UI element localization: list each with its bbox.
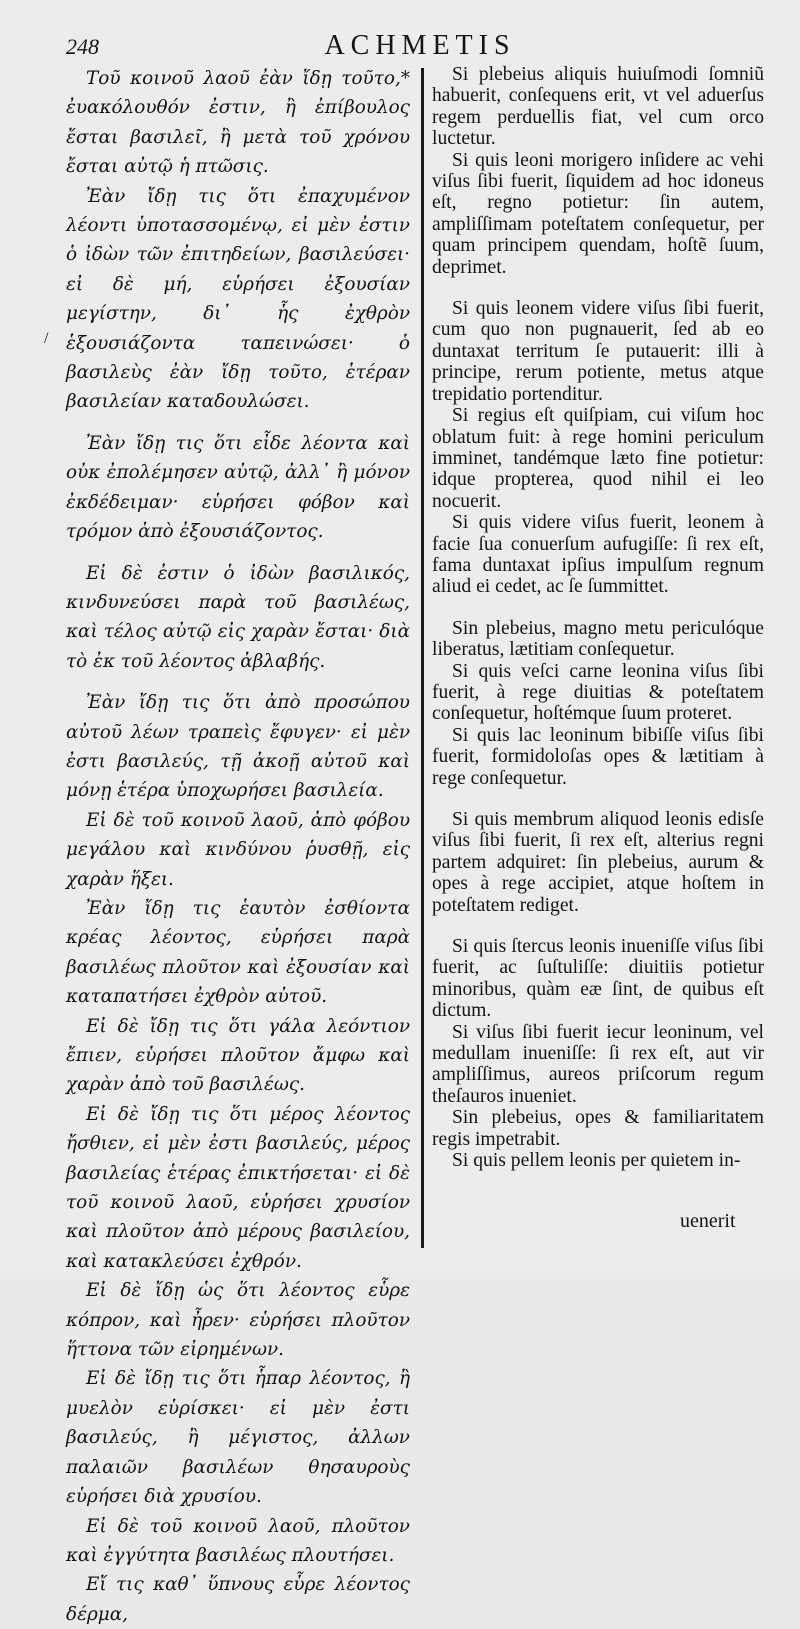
- greek-paragraph: Τοῦ κοινοῦ λαοῦ ἐὰν ἴδῃ τοῦτο,* ἐυακόλουθόν ἐστιν, ἢ ἐπίβουλος ἔσται βασιλεῖ, ἢ μετὰ τοῦ χρόνου ἔσται αὐτῷ ἡ πτῶσις.: [66, 68, 410, 178]
- greek-paragraph: Εἰ δὲ ἴδῃ τις ὅτι γάλα λεόντιον ἔπιεν, εὑρήσει πλοῦτον ἄμφω καὶ χαρὰν ἀπὸ τοῦ βασιλέως.: [66, 1015, 410, 1096]
- catchword: uenerit: [680, 1210, 736, 1232]
- greek-paragraph: Ἐὰν ἴδῃ τις ὅτι ἀπὸ προσώπου αὐτοῦ λέων τραπεὶς ἔφυγεν· εἰ μὲν ἐστι βασιλεύς, τῇ ἀκοῇ αὐτοῦ καὶ μόνῃ ἑτέρα ὑποχωρήσει βασιλεία.: [66, 692, 410, 802]
- running-head: ACHMETIS: [324, 30, 516, 61]
- latin-paragraph: Si quis leonem videre viſus ſibi fuerit, cum quo non pugnauerit, ſed ab eo duntaxat territum ſe putauerit: illi à principe, rerum potiente, metus atque trepidatio portenditur.: [432, 298, 764, 405]
- latin-column: [432, 64, 764, 1172]
- latin-paragraph: Si regius eſt quiſpiam, cui viſum hoc oblatum fuit: à rege homini periculum imminet, tandémque læto fine potietur: idque propterea, quod nihil ei leo nocuerit.: [432, 405, 764, 512]
- greek-paragraph: Ἐὰν ἴδῃ τις ὅτι εἶδε λέοντα καὶ οὐκ ἐπολέμησεν αὐτῷ, ἀλλ᾽ ἢ μόνον ἐκδέδειμαν· εὑρήσει φόβον καὶ τρόμον ἀπὸ ἐξουσιάζοντος.: [66, 432, 410, 543]
- latin-paragraph: Si viſus ſibi fuerit iecur leoninum, vel medullam inueniſſe: ſi rex eſt, aut vir ampliſſimus, aureos priſcorum regum theſauros inueniet.: [432, 1021, 764, 1107]
- latin-paragraph: Si quis membrum aliquod leonis edisſe viſus ſibi fuerit, ſi rex eſt, alterius regni partem adquiret: ſin plebeius, aurum & opes à rege accipiet, atque hoſtem in poteſtatem rediget.: [432, 809, 764, 916]
- greek-column: [66, 64, 410, 1629]
- latin-paragraph: Si quis videre viſus fuerit, leonem à facie ſua conuerſum aufugiſſe: ſi rex eſt, fama duntaxat ipſius impulſum regnum aliud ei cedet, ac ſe ſummittet.: [432, 512, 764, 598]
- latin-paragraph: Sin plebeius, magno metu periculóque liberatus, lætitiam conſequetur.: [432, 617, 764, 661]
- greek-paragraph: Εἰ δὲ ἴδῃ τις ὅτι ἧπαρ λέοντος, ἢ μυελὸν εὑρίσκει· εἰ μὲν ἐστι βασιλεύς, ἢ μέγιστος, ἀλλων παλαιῶν βασιλέων θησαυροὺς εὑρήσει διὰ χρυσίου.: [66, 1368, 410, 1508]
- latin-paragraph: Si quis ſtercus leonis inueniſſe viſus ſibi fuerit, ac ſuſtuliſſe: diuitiis potietur minoribus, quàm eæ ſint, de quibus eſt dictum.: [432, 936, 764, 1022]
- greek-paragraph: Ἐὰν ἴδῃ τις ἑαυτὸν ἐσθίοντα κρέας λέοντος, εὑρήσει παρὰ βασιλέως πλοῦτον καὶ ἐξουσίαν καὶ καταπατήσει ἐχθρὸν αὐτοῦ.: [66, 897, 410, 1008]
- latin-paragraph: Si quis veſci carne leonina viſus ſibi fuerit, à rege diuitias & poteſtatem conſequetur, hoſtémque ſuum proteret.: [432, 660, 764, 725]
- greek-paragraph: Εἰ δὲ τοῦ κοινοῦ λαοῦ, πλοῦτον καὶ ἐγγύτητα βασιλέως πλουτήσει.: [66, 1515, 410, 1566]
- latin-paragraph: Si quis pellem leonis per quietem in-: [452, 1150, 741, 1172]
- page-number: 248: [66, 34, 99, 59]
- greek-paragraph: Εἰ δὲ τοῦ κοινοῦ λαοῦ, ἀπὸ φόβου μεγάλου καὶ κινδύνου ῥυσθῇ, εἰς χαρὰν ἥξει.: [66, 809, 410, 890]
- latin-paragraph: Si plebeius aliquis huiuſmodi ſomniũ habuerit, conſequens erit, vt vel aduerſus regem perduellis fiat, vel cum orco luctetur.: [432, 64, 764, 150]
- greek-paragraph: Εἰ δὲ ἴδῃ ὡς ὅτι λέοντος εὗρε κόπρον, καὶ ἦρεν· εὑρήσει πλοῦτον ἥττονα τῶν εἰρημένων.: [66, 1280, 410, 1361]
- column-rule: [421, 68, 424, 1248]
- greek-paragraph: Εἴ τις καθ᾽ ὕπνους εὗρε λέοντος δέρμα,: [66, 1574, 410, 1625]
- latin-paragraph: Si quis leoni morigero inſidere ac vehi viſus ſibi fuerit, ſiquidem ad hoc idoneus eſt, regno potietur: ſin autem, ampliſſimam poteſtatem conſequetur, per quam principem quendam, hoſtẽ ſuum, deprimet.: [432, 149, 764, 278]
- latin-paragraph: Si quis lac leoninum bibiſſe viſus ſibi fuerit, formidoloſas opes & lætitiam à rege conſequetur.: [432, 724, 764, 789]
- margin-mark: /: [44, 330, 49, 347]
- latin-paragraph: Sin plebeius, opes & familiaritatem regis impetrabit.: [432, 1107, 764, 1150]
- greek-paragraph: Εἰ δὲ ἴδῃ τις ὅτι μέρος λέοντος ἤσθιεν, εἰ μὲν ἐστι βασιλεύς, μέρος βασιλείας ἑτέρας ἐπικτήσεται· εἰ δὲ τοῦ κοινοῦ λαοῦ, εὑρήσει χρυσίον καὶ πλοῦτον ἀπὸ μέρους βασιλείου, καὶ κατακλεύσει ἐχθρόν.: [66, 1103, 410, 1272]
- greek-paragraph: Εἰ δὲ ἐστιν ὁ ἰδὼν βασιλικός, κινδυνεύσει παρὰ τοῦ βασιλέως, καὶ τέλος αὐτῷ εἰς χαρὰν ἔσται· διὰ τὸ ἐκ τοῦ λέοντος ἀβλαβής.: [66, 562, 410, 672]
- greek-paragraph: Ἐὰν ἴδῃ τις ὅτι ἐπαχυμένον λέοντι ὑποτασσομένῳ, εἰ μὲν ἐστιν ὁ ἰδὼν τῶν ἐπιτηδείων, βασιλεύσει· εἰ δὲ μή, εὑρήσει ἐξουσίαν μεγίστην, δι᾽ ἧς ἐχθρὸν ἑξουσιάζοντα ταπεινώσει· ὁ βασιλεὺς ἐὰν ἴδῃ τοῦτο, ἑτέραν βασιλείαν καταδουλώσει.: [66, 185, 410, 413]
